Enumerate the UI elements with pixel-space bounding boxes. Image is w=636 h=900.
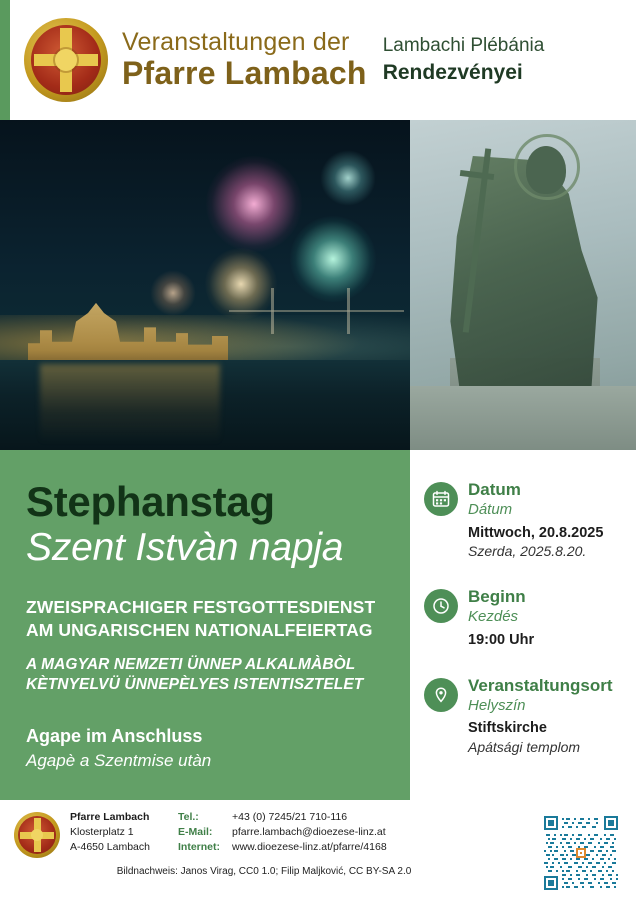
parish-cross-logo-icon xyxy=(24,18,108,102)
footer-phone-row xyxy=(178,810,387,825)
event-subtitle-de xyxy=(26,596,388,643)
detail-date-value-hu: Szerda, 2025.8.20. xyxy=(468,543,587,560)
footer-org-name: Pfarre Lambach xyxy=(70,811,150,823)
detail-location-label-hu: Helyszín xyxy=(468,696,526,714)
footer-address-line-1: Klosterplatz 1 xyxy=(70,826,134,839)
agape-note-de: Agape im Anschluss xyxy=(26,726,203,747)
event-subtitle-hu-line-1: A MAGYAR NEMZETI ÜNNEP ALKALMÀBÒL xyxy=(26,655,356,673)
budapest-parliament-fireworks-photo xyxy=(0,120,410,450)
agape-note-hu: Agapè a Szentmise utàn xyxy=(26,751,212,771)
parish-cross-logo-icon-small xyxy=(14,812,60,858)
detail-start-time xyxy=(424,587,626,649)
footer-web-value[interactable]: www.dioezese-linz.at/pfarre/4168 xyxy=(232,841,387,854)
poster-header xyxy=(0,0,636,120)
event-subtitle-hu-line-2: KÈTNYELVÜ ÜNNEPÈLYES ISTENTISZTELET xyxy=(26,676,364,694)
header-line-1: Veranstaltungen der xyxy=(122,28,350,57)
image-band xyxy=(0,120,636,450)
event-title-de: Stephanstag xyxy=(26,478,275,525)
detail-date xyxy=(424,480,626,561)
header-title-hu xyxy=(383,34,622,86)
event-description-panel xyxy=(0,450,410,800)
footer-web-row xyxy=(178,840,387,855)
header-accent-bar xyxy=(0,0,10,120)
detail-date-label-hu: Dátum xyxy=(468,501,513,519)
event-subtitle-hu xyxy=(26,655,388,697)
header-title-de xyxy=(122,28,367,92)
event-title-hu: Szent Istvàn napja xyxy=(26,526,344,570)
detail-start-label-de: Beginn xyxy=(468,587,526,607)
detail-date-value-de: Mittwoch, 20.8.2025 xyxy=(468,524,604,541)
footer-address xyxy=(70,810,178,856)
detail-location-value-hu: Apátsági templom xyxy=(468,739,581,756)
detail-location xyxy=(424,676,626,757)
footer-address-line-2: A-4650 Lambach xyxy=(70,841,150,854)
detail-date-label-de: Datum xyxy=(468,480,521,499)
detail-start-value-de: 19:00 Uhr xyxy=(468,631,535,648)
calendar-icon xyxy=(424,482,458,516)
footer-email-label: E-Mail: xyxy=(178,826,213,839)
event-subtitle-de-line-1: ZWEISPRACHIGER FESTGOTTESDIENST xyxy=(26,596,376,617)
footer-email-value[interactable]: pfarre.lambach@dioezese-linz.at xyxy=(232,826,386,839)
footer-contact xyxy=(178,810,387,856)
footer-web-label: Internet: xyxy=(178,841,220,854)
footer-email-row xyxy=(178,825,387,840)
clock-icon xyxy=(424,589,458,623)
poster-body xyxy=(0,450,636,800)
event-details-panel xyxy=(410,450,636,800)
detail-start-label-hu: Kezdés xyxy=(468,608,519,626)
detail-location-label-de: Veranstaltungsort xyxy=(468,675,613,695)
map-pin-icon xyxy=(424,678,458,712)
saint-stephen-equestrian-statue-photo xyxy=(410,120,636,450)
header-line-2: Pfarre Lambach xyxy=(122,55,367,92)
image-credit: Bildnachweis: Janos Virag, CC0 1.0; Filip Maljković, CC BY-SA 2.0 xyxy=(116,866,412,877)
header-hu-line-1: Lambachi Plébánia xyxy=(382,35,545,56)
qr-code[interactable] xyxy=(544,816,618,890)
poster-footer xyxy=(0,800,636,900)
footer-phone-value[interactable]: +43 (0) 7245/21 710-116 xyxy=(232,811,348,823)
footer-phone-label: Tel.: xyxy=(178,811,199,823)
detail-location-value-de: Stiftskirche xyxy=(468,720,547,737)
event-subtitle-de-line-2: AM UNGARISCHEN NATIONALFEIERTAG xyxy=(26,620,373,641)
header-hu-line-2: Rendezvényei xyxy=(382,60,523,84)
